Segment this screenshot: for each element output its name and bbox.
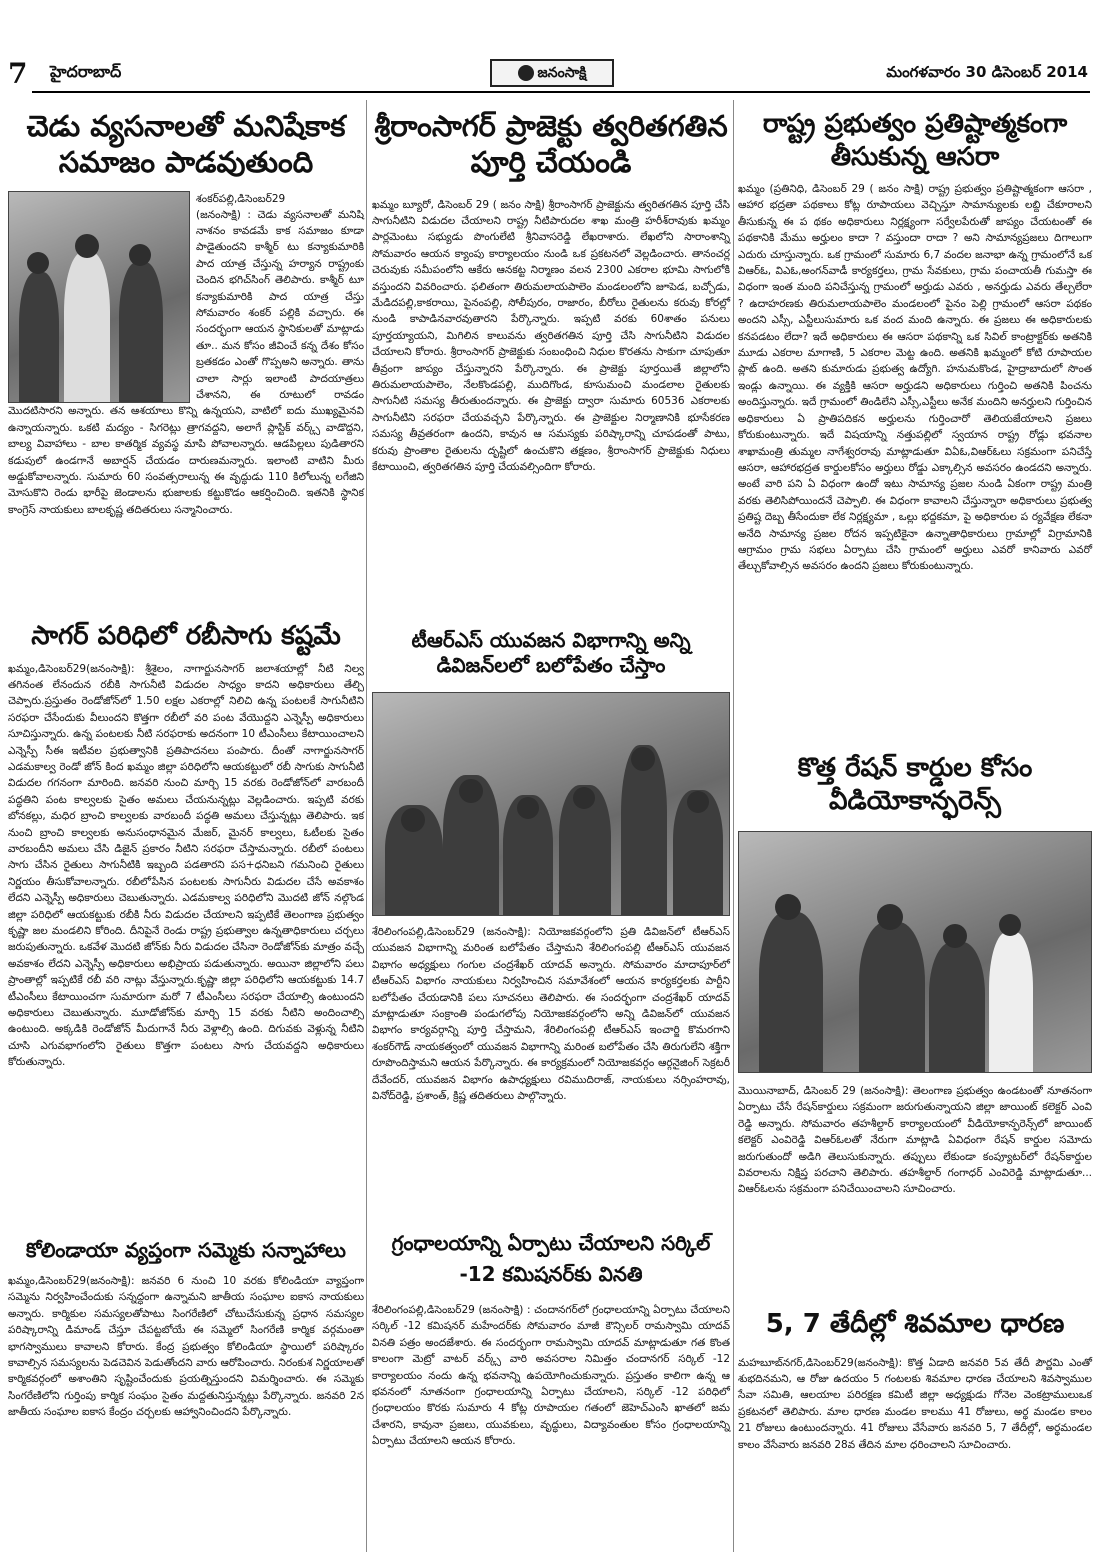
article-headline: శ్రీరాంసాగర్ ప్రాజెక్టు త్వరితగతిన పూర్తి చేయండి — [374, 109, 728, 180]
article-shivamala — [738, 1308, 1092, 1453]
article-headline: గ్రంధాలయాన్ని ఏర్పాటు చేయాలని సర్కిల్ -12 కమిషనర్‌కు వినతి — [391, 1231, 711, 1286]
masthead-rule — [32, 91, 1090, 93]
article-headline: సాగర్ పరిధిలో రబీసాగు కష్టమే — [31, 621, 341, 651]
article-rabi-sagu — [8, 620, 364, 1071]
article-headline: టీఆర్ఎస్ యువజన విభాగాన్ని అన్ని డివిజన్‌లలో బలోపేతం చేస్తాం — [411, 628, 691, 677]
logo-emblem-icon — [518, 65, 534, 81]
article-body: ఖమ్మం,డిసెంబర్29(జనంసాక్షి): జనవరి 6 నుంచి 10 వరకు కోలిండియా వ్యాప్తంగా సమ్మెను నిర్వహించేందుకు సన్నద్ధంగా ఉన్నామని జాతీయ సంఘాల ఐకాస నాయకులు అన్నారు. కార్మికుల సమస్యలతోపాటు సింగరేణిలో చోటుచేసుకున్న ప్రధాన సమస్యల పరిష్కారాన్ని డిమాండ్ చేస్తూ చేపట్టబోయే ఈ సమ్మెలో సింగరేణి కార్మిక వర్గమంతా భాగస్వాములు కావాలని కోరారు. కేంద్ర ప్రభుత్వం కోలిండియా స్థాయిలో పరిష్కారం కావాల్సిన సమస్యలను పెడచెవిన పెడుతోందని వారు ఆరోపించారు. నిరంకుశ నిర్ణయాలతో కార్మికవర్గంలో అశాంతిని సృష్టించేందుకు ప్రయత్నిస్తుందని విమర్శించారు. ఈ సమ్మెకు సింగరేణిలోని గుర్తింపు కార్మిక సంఘం సైతం మద్దతునిస్తున్నట్లు పేర్కొన్నారు. జనవరి 2న జాతీయ సంఘాల ఐకాస కేంద్రం చర్చలకు ఆహ్వానించిందని పేర్కొన్నారు. — [8, 1275, 364, 1419]
article-body: శేరిలింగంపల్లి,డిసెంబర్29 (జనంసాక్షి) : చందానగర్‌లో గ్రంధాలయాన్ని ఏర్పాటు చేయాలని సర్కిల్ -12 కమిషనర్ మహేందర్‌కు సోమవారం మాజీ కౌన్సిలర్ రామస్వామి యాదవ్ వినతి పత్రం అందజేశారు. ఈ సందర్భంగా రామస్వామి యాదవ్ మాట్లాడుతూ గత కొంత కాలంగా మెట్రో వాటర్ వర్క్స్ వారి అవసరాల నిమిత్తం చందానగర్ సర్కిల్ -12 కార్యాలయం నందు ఉన్న భవనాన్ని ఉపయోగించుకున్నారు. ప్రస్తుతం కాలిగా ఉన్న ఆ భవనంలో నూతనంగా గ్రంధాలయాన్ని ఏర్పాటు చేయాలని, సర్కిల్ -12 పరిధిలో గ్రంధాలయం కొరకు సుమారు 4 కోట్ల రూపాయల గతంలో జెహెచ్ఎంసి ఖాతలో జమ చేశారని, కావునా ప్రజలు, యువకులు, వృద్ధులు, విద్యావంతుల కోసం గ్రంధాలయాన్ని ఏర్పాటు చేయాలని ఆయన కోరారు. — [372, 1304, 730, 1448]
article-dateline: శంకర్‌పల్లి,డిసెంబర్29 — [196, 192, 286, 205]
article-asara — [738, 108, 1092, 575]
article-photo-meeting — [372, 692, 730, 916]
article-headline: చెడు వ్యసనాలతో మనిషేకాక సమాజం పాడవుతుంది — [26, 109, 346, 180]
column-2 — [372, 100, 730, 1552]
column-3 — [738, 100, 1092, 1552]
article-vyasanalu — [8, 108, 364, 521]
column-1 — [8, 100, 364, 1552]
article-samme — [8, 1238, 364, 1421]
article-body: మహబూబ్‌నగర్,డిసెంబర్29(జనంసాక్షి): కొత్త ఏడాది జనవరి 5వ తేదీ పౌర్ణమి ఎంతో శుభదినమని, ఆ రోజు ఉదయం 5 గంటలకు శివమాల ధారణ చేయాలని శివస్వాముల సేవా సమితి, ఆలయాల పరిరక్షణ కమిటీ జిల్లా అధ్యక్షుడు గోనెల వెంకట్రాములుఒక ప్రకటనలో తెలిపారు. మాల ధారణ మండల కాలము 41 రోజులు, అర్థ మండల కాలం 21 రోజులు ఉంటుందన్నారు. 41 రోజులు వేసేవారు జనవరి 5, 7 తేదీల్లో, అర్థమండల కాలం వేసేవారు జనవరి 28వ తేదిన మాల ధరించాలని సూచించారు. — [738, 1356, 1092, 1451]
article-body: ఖమ్మం,డిసెంబర్29(జనంసాక్షి): శ్రీశైలం, నాగార్జునసాగర్ జలాశయాల్లో నీటి నిల్వ తగినంత లేనందున రబీకి సాగునీటి విడుదల సాధ్యం కాదని అధికారులు తేల్చి చెప్పారు.ప్రస్తుతం రెండోజోన్‌లో 1.50 లక్షల ఎకరాల్లో నిలిచి ఉన్న పంటలకే సాగునీటిని సరఫరా చేసేందుకు వీలుందని కొత్తగా రబీలో వరి పంట వేయొద్దని ఎన్నెస్పీ అధికారులు సూచిస్తున్నారు. ఉన్న పంటలకు నీటి సరఫరాకు అదనంగా 10 టీఎంసీలు కేటాయించాలని ఎన్నెస్పీ సీఈ ఇటీవల ప్రభుత్వానికి ప్రతిపాదనలు పంపారు. దీంతో నాగార్జునసాగర్ ఎడమకాల్వ రెండో జోన్ కింద ఖమ్మం జిల్లా పరిధిలోని ఆయకట్టులో రబీ సాగుకు సాగునీటి విడుదల గగనంగా మారింది. జనవరి నుంచి మార్చి 15 వరకు రెండోజోన్‌లో వారబందీ పద్ధతిని పంట కాల్వలకు సైతం అమలు చేయనున్నట్లు వెల్లడించారు. ఇప్పటి వరకు బోనకల్లు, మధిర బ్రాంచి కాల్వలకు వారబందీ పద్ధతి అమలు చేస్తున్నట్లు తెలిపారు. ఇక నుంచి బ్రాంచి కాల్వలకు అనుసంధానమైన మేజర్, మైనర్ కాల్వలు, ఓటీలకు సైతం వారబందీని అమలు చేసి డిజైన్ ప్రకారం నీటిని సరఫరా చేస్తామన్నారు. రబీలో పంటలు సాగు చేసిన రైతులు సాగునీటికి ఇబ్బంది పడతారని పస+ధనిబని గమనించి రైతులు నిర్ణయం తీసుకోవాలన్నారు. రబీలోపేసిన పంటలకు సాగునీరు విడుదల చేసే అవకాశం లేదని ఎన్నెస్పీ అధికారులు చెబుతున్నారు. ఎడమకాల్వ పరిధిలోని మొదటి జోన్ నల్గొండ జిల్లా పరిధిలో ఆయకట్టుకు రబీకి నీరు విడుదల చేయాలని ఇప్పటికే తెలంగాణ ప్రభుత్వం కృష్ణా జల మండలిని కోరింది. దీనిపైనే రెండు రాష్ట్ర ప్రభుత్వాల ఉన్నతాధికారులు చర్చలు జరుపుతున్నారు. ఒకవేళ మొదటి జోన్‌కు నీరు విడుదల చేసినా రెండోజోన్‌కు మాత్రం వచ్చే అవకాశం లేదని ఎన్నెస్పీ అధికారులు అభిప్రాయ పడుతున్నారు. అయినా జిల్లాలోని పలు ప్రాంతాల్లో ఇప్పటికే రబీ వరి నాట్లు వేస్తున్నారు.కృష్ణా జిల్లా పరిధిలోని ఆయకట్టుకు 14.7 టీఎంసీలు కేటాయించగా సుమారుగా మరో 7 టీఎంసీలు సరఫరా చేయాల్సి ఉంటుందని అధికారులు చెబుతున్నారు. మూడోజోన్‌కు మార్చి 15 వరకు నీటిని అందించాల్సి ఉంటుంది. అక్కడికి రెండోజోన్ మీదుగానే నీరు వెళ్లాల్సి ఉంది. దిగువకు వెళ్లున్న నీటిని చూసి ఎగువభాగంలోని రైతులు కొత్తగా పంటలు సాగు చేయవద్దని అధికారులు కోరుతున్నారు. — [8, 662, 364, 1069]
article-ration-cards — [738, 752, 1092, 1198]
masthead — [0, 55, 1100, 91]
article-grandhalayam — [372, 1228, 730, 1450]
article-body: ఖమ్మం బ్యూరో, డిసెంబర్ 29 ( జనం సాక్షి) శ్రీరాంసాగర్ ప్రాజెక్టును త్వరితగతిన పూర్తి చేసి సాగునీటిని విడుదల చేయాలని రాష్ట్ర నీటిపారుదల శాఖ మంత్రి హరీశ్‌రావుకు ఖమ్మం పార్లమెంటు సభ్యుడు పొంగులేటి శ్రీనివాసరెడ్డి లేఖరాశారు. లేఖలోని సారాంశాన్ని సోమవారం ఆయన క్యాంపు కార్యాలయం నుండి ఒక ప్రకటనలో వెల్లడించారు. తానంచర్ల చెరువుకు సమీపంలోని ఆకేరు ఆనకట్ట నిర్మాణం వలన 2300 ఎకరాల భూమి సాగులోకి వస్తుందని వివరించారు. ఫలితంగా తిరుమలాయపాలెం మండలంలోని జూపెడ, బచ్చోడు, మేడిదపల్లి,కాకరాయి, పైనంపల్లి, సోలీపురం, రాజారం, బీరోలు రైతులను కరువు కోరల్లో నుండి కాపాడినవారవుతారని పేర్కొన్నారు. ఇప్పటి వరకు 60శాతం పనులు పూర్తయ్యాయని, మిగిలిన కాలువను త్వరితగతిన పూర్తి చేసి సాగునీటిని విడుదల చేయాలని కోరారు. శ్రీరాంసాగర్ ప్రాజెక్టుకు సంబంధించి నిధుల కొరతను సాకుగా చూపుతూ తీవ్రంగా జాప్యం చేస్తున్నారని పేర్కొన్నారు. ఈ ప్రాజెక్టు పూర్తయితే జిల్లాలోని తిరుమలాయపాలెం, నేలకొండపల్లి, ముదిగొండ, కూసుమంచి మండలాల రైతులకు సాగునీటి సమస్య తీరుతుందన్నారు. ఈ ప్రాజెక్టు ద్వారా సుమారు 60536 ఎకరాలకు సాగునీటిని సరఫరా చేయవచ్చని పేర్కొన్నారు. ఈ ప్రాజెక్టుల నిర్మాణానికి భూసేకరణ సమస్య తీవ్రతరంగా ఉందని, కావున ఆ సమస్యకు పరిష్కారాన్ని చూపడంతో పాటు, కరువు ప్రాంతాల రైతులను దృష్టిలో ఉంచుకొని తక్షణం, శ్రీరాంసాగర్ ప్రాజెక్టుకు నిధులు కేటాయించి, త్వరితగతిన పూర్తి చేయవల్సిందిగా కోరారు. — [372, 198, 730, 473]
column-divider — [733, 100, 734, 1552]
article-photo-videoconference — [738, 831, 1092, 1073]
article-body: శేరిలింగంపల్లి,డిసెంబర్29 (జనంసాక్షి): నియోజకవర్గంలోని ప్రతి డివిజన్‌లో టీఆర్ఎస్ యువజన విభాగాన్ని మరింత బలోపేతం చేస్తామని శేరిలింగంపల్లి టీఆర్ఎస్ యువజన విభాగం అధ్యక్షులు గంగుల చంద్రశేఖర్ యాదవ్ అన్నారు. సోమవారం మాదాపూర్‌లో టీఆర్ఎస్ విభాగం నాయకులు నిర్వహించిన సమావేశంలో ఆయన కార్యకర్తలకు పార్టీని బలోపేతం చేయడానికి పలు సూచనలు తెలిపారు. ఈ సందర్భంగా చంద్రశేఖర్ యాదవ్ మాట్లాడుతూ సంక్రాంతి పండుగలోపు నియోజకవర్గంలోని అన్ని డివిజన్‌లో యువజన విభాగం కార్యవర్గాన్ని పూర్తి చేస్తామని, శేరిలింగంపల్లి టీఆర్ఎస్ ఇంచార్జి కొమరగాని శంకర్‌గౌడ్ నాయకత్వంలో యువజన విభాగాన్ని మరింత బలోపేతం చేసి తిరుగులేని శక్తిగా రూపొందిస్తామని ఆయన పేర్కొన్నారు. ఈ కార్యక్రమంలో నియోజకవర్గం ఆర్గనైజింగ్ సెక్రటరీ దేవేందర్, యువజన విభాగం ఉపాధ్యక్షులు రవిముదిరాజ్, నాయకులు నర్సింహరావు, వినోద్‌రెడ్డి, ప్రశాంత్, క్రిష్ణ తదితరులు పాల్గొన్నారు. — [372, 926, 730, 1103]
article-headline: కోలిండాయా వ్యప్తంగా సమ్మెకు సన్నాహాలు — [26, 1238, 346, 1262]
paper-name: జనంసాక్షి — [537, 65, 587, 81]
article-headline: రాష్ట్ర ప్రభుత్వం ప్రతిష్టాత్మకంగా తీసుకున్న ఆసరా — [762, 109, 1068, 172]
city-name: హైదరాబాద్ — [50, 62, 122, 81]
article-trs-yuvajana — [372, 628, 730, 1104]
article-body: మొయినాబాద్, డిసెంబర్ 29 (జనంసాక్షి): తెలంగాణ ప్రభుత్వం ఉండటంతో నూతనంగా ఏర్పాటు చేసే రేషన్‌కార్డులు సక్రమంగా జరుగుతున్నాయని జిల్లా జాయింట్ కలెక్టర్ ఎంవి రెడ్డి అన్నారు. సోమవారం తహశీల్దార్ కార్యాలయంలో వీడియోకాన్ఫరెన్స్‌లో జాయింట్ కలెక్టర్ ఎంవిరెడ్డి విఆర్ఓలతో నేరుగా మాట్లాడి ఏవిధంగా రేషన్ కార్డుల సమోదు జరుగుతుందో అడిగి తెలుసుకున్నారు. తప్పులు లేకుండా కంప్యూటర్‌లో రేషన్‌కార్డుల వివరాలను నిక్షిప్త పరచాని తెలిపారు. తహశీల్దార్ గంగాధర్ ఎంవిరెడ్డి మాట్లాడుతూ... విఆర్ఓలను సక్రమంగా పనిచేయించాలని సూచించారు. — [738, 1085, 1092, 1196]
column-divider — [366, 100, 367, 1552]
article-headline: 5, 7 తేదీల్లో శివమాల ధారణ — [765, 1309, 1065, 1339]
article-sriramsagar — [372, 108, 730, 475]
article-body: (జనంసాక్షి) : చెడు వ్యసనాలతో మనిషి నాశనం కావడమే కాక సమాజం కూడా పాడైతుందని కాశ్మీర్ టు కన్యాకుమారికి పాద యాత్ర చేస్తున్న హర్యాన రాష్ట్రంకు చెందిన భగిచ్‌సింగ్ తెలిపారు. కాశ్మీర్ టూ కన్యాకుమారికి పాద యాత్ర చేస్తు సోమవారం శంకర్ పల్లికి వచ్చారు. ఈ సందర్భంగా ఆయన స్థానికులతో మాట్లాడు తూ.. మన కోసం జీవించే కన్న దేశం కోసం బ్రతకడం ఎంతో గొప్పఅని అన్నారు. తాను చాలా సార్లు ఇలాంటి పాదయాత్రలు చేశానని, ఈ రూటులో రావడం మొదటిసారని అన్నారు. తన ఆశయాలు కొన్ని ఉన్నయని, వాటిలో ఐదు ముఖ్యమైనవి ఉన్నాయన్నారు. ఒకటి మద్యం - సిగరెట్లు త్రాగవద్దని, అలాగే ప్లాస్టిక్ వర్క్స్ వాడొద్దని, బాల్య వివాహాలు - బాల కాతర్మిక వ్యవస్థ మాపి పోవాలన్నారు. ఆడపిల్లలు పుడితారని కడుపులో ఉండగానే అబార్షన్ చేయడం దారుణమన్నారు. ఇలాంటి వాటిని మీరు అడ్డుకోవాలన్నారు. సుమారు 60 సంవత్సరాలున్న ఈ వృద్ధుడు 110 కిలోలున్న లగేజిని మోసుకొని రెండు భారీపై జెండాలను భుజాలకు కట్టుకొడం ఆకర్షించింది. ఇతనికి స్థానిక కాంగ్రెస్ నాయకులు బాలకృష్ణ తదితరులు సన్మానించారు. — [8, 208, 364, 516]
issue-date: మంగళవారం 30 డిసెంబర్ 2014 — [886, 63, 1088, 81]
article-body: ఖమ్మం (ప్రతినిధి, డిసెంబర్ 29 ( జనం సాక్షి) రాష్ట్ర ప్రభుత్వం ప్రతిష్టాత్మకంగా ఆసరా , ఆహార భద్రతా పథకాలు కోట్ల రూపాయలు వెచ్చిస్తూ సామాన్యులకు లబ్ది చేకూరాలని తీసుకున్న ఈ ప థకం అధికారులు నిర్లక్ష్యంగా సర్వేలపేరుతో జాప్యం చేయటంతో ఈ పథకానికి మేము అర్హులం కాదా ? వస్తుందా రాదా ? అని సామాన్యప్రజలు దిగాలుగా ఎదురు చూస్తున్నారు. ఒక గ్రామంలో సుమారు 6,7 వందల జనాభా ఉన్న గ్రామంలోనే ఒక విఆర్ఓ, విఎఓ,అంగన్‌వాడీ కార్యకర్తలు, గ్రామ సేవకులు, గ్రామ పంచాయతీ గుమస్తా ఈ విధంగా ఇంత మంది పనిచేస్తున్న గ్రామంలో అర్హుడు ఎవరు , అనర్హుడు ఎవరు తేల్చలేరా ? ఉదాహరణకు తిరుమలాయపాలెం మండలంలో పైనం పెల్లి గ్రామంలో ఆసరా పథకం అందని ఎస్సీ, ఎస్టీలుసుమారు ఒక వంద మంది ఉన్నారు. ఈ ప్రజలు ఈ అధికారులకు కనపడటం లేదా? ఇదే అధికారులు ఈ ఆసరా పథకాన్ని ఒక సివిల్ కాంట్రాక్టర్‌కు అతనికి మూడు ఎకరాల మాగాణి, 5 ఎకరాల మెట్ట ఉంది. అతనికి ఖమ్మంలో కోటి రూపాయల ప్లాట్ ఉంది. అతని కుమారుడు ప్రభుత్వ ఉద్యోగి. హనుమకొండ, హైద్రాబాదులో సొంత ఇండ్లు ఉన్నాయి. ఈ వ్యక్తికి ఆసరా అర్హుడని అధికారులు గుర్తించి అతనికి పించను అందిస్తున్నారు. ఇదే గ్రామంలో తిండిలేని ఎస్సీ,ఎస్టీలు అనేక మందిని అనర్హులని గుర్తించిన అధికారులు ఏ ప్రాతిపదికన అర్హులను గుర్తించారో తెలియజేయాలని ప్రజలు కోరుకుంటున్నారు. ఇదే విషయాన్ని నత్తుపల్లిలో స్వయాన రాష్ట్ర రోడ్లు భవనాల శాఖామంత్రి తుమ్మల నాగేశ్వరరావు మాట్లాడుతూ విఏఓ,విఆర్ఓలు సక్రమంగా పనిచేస్తే ఆసరా, ఆహారభద్రత కార్డులకోసం అర్హులు రోడ్డు ఎక్కాల్సిన అవసరం ఉండదని అన్నారు. అంటే వారి పని ఏ విధంగా ఉందో ఇటు సామాన్య ప్రజల నుండి ఏకంగా రాష్ట్ర మంత్రి వరకు తెలిసిపోయిందనే చెప్పాలి. ఈ విధంగా కావాలని చేస్తున్నారా అధికారులు ప్రభుత్వ ప్రతిష్ట దెబ్బ తీసేందుకా లేక నిర్లక్ష్యమా , ఒల్లు భద్దకమా, పై అధికారుల ప ర్యవేక్షణ లేకనా అనేది సామాన్య ప్రజల రోదన ఇప్పటికైనా ఉన్నాతాధికారులు గ్రామాల్లో విగ్రామానికి ఆగ్రామం గ్రామ సభలు ఏర్పాటు చేసి గ్రామంలో అర్హులు ఎవరో కానివారు ఎవరో తేల్చుకోవాల్సిన అవసరం ఉందని ప్రజలు కోరుకుంటున్నారు. — [738, 183, 1092, 573]
paper-logo — [490, 59, 614, 87]
page-number: 7 — [8, 57, 28, 90]
article-headline: కొత్త రేషన్ కార్డుల కోసం వీడియోకాన్ఫరెన్స్ — [797, 753, 1033, 816]
